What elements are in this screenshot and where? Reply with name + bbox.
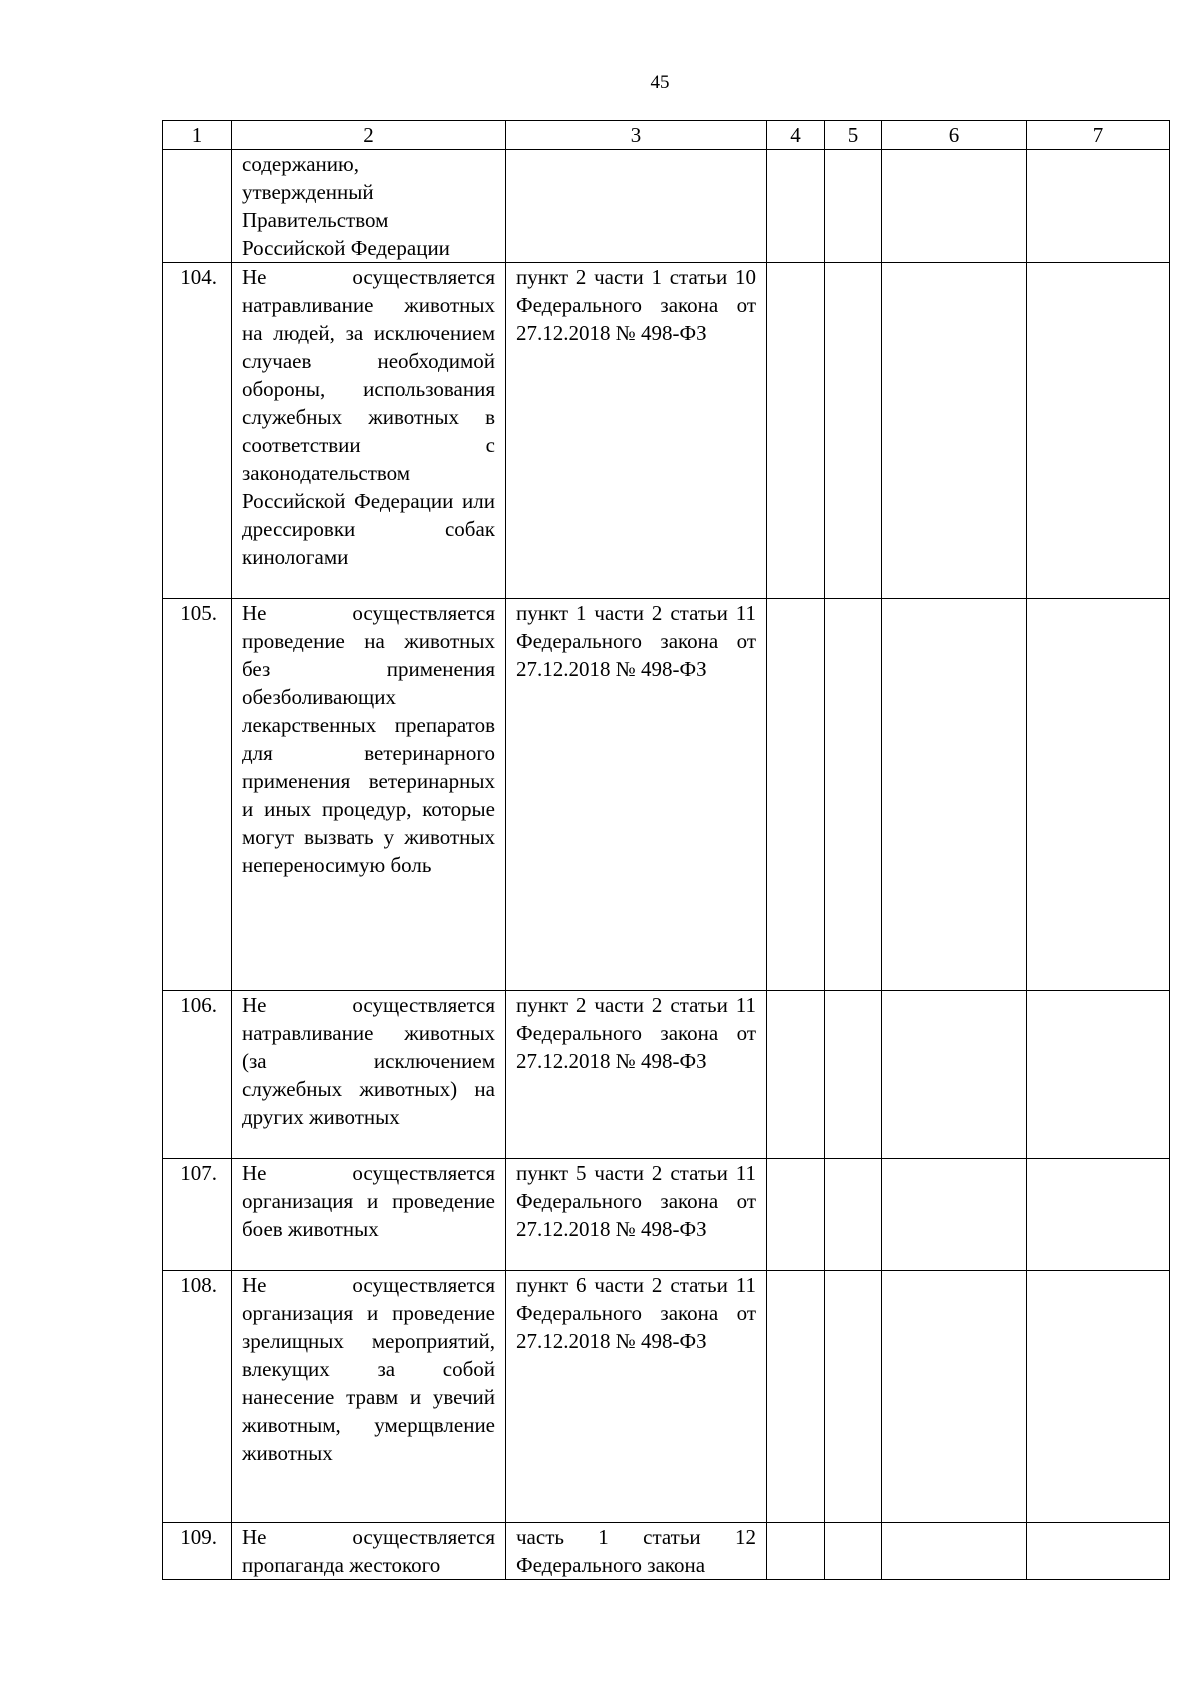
- reference-cell: пункт 5 части 2 статьи 11 Федерального закона от 27.12.2018 № 498-ФЗ: [506, 1159, 767, 1271]
- checklist-table: [162, 120, 1170, 1580]
- column-header: 3: [506, 121, 767, 150]
- empty-cell: [825, 150, 882, 263]
- row-number: 107.: [163, 1159, 232, 1271]
- row-number: 104.: [163, 263, 232, 599]
- requirement-cell: Не осуществляется организация и проведение боев животных: [232, 1159, 506, 1271]
- empty-cell: [882, 1523, 1027, 1580]
- requirement-cell: Не осуществляется натравливание животных на людей, за исключением случаев необходимой обороны, использования служебных животных в соответствии с законодательством Российской Федерации или дрессировки собак кинологами: [232, 263, 506, 599]
- empty-cell: [825, 1523, 882, 1580]
- reference-cell: [506, 150, 767, 263]
- empty-cell: [1027, 1271, 1170, 1523]
- reference-cell: пункт 2 части 2 статьи 11 Федерального закона от 27.12.2018 № 498-ФЗ: [506, 991, 767, 1159]
- row-number: [163, 150, 232, 263]
- row-number: 108.: [163, 1271, 232, 1523]
- empty-cell: [882, 991, 1027, 1159]
- empty-cell: [825, 1159, 882, 1271]
- requirement-cell: содержанию, утвержденный Правительством Российской Федерации: [232, 150, 506, 263]
- requirement-cell: Не осуществляется организация и проведение зрелищных мероприятий, влекущих за собой нанесение травм и увечий животным, умерщвление животных: [232, 1271, 506, 1523]
- empty-cell: [882, 1271, 1027, 1523]
- table-row: [163, 1271, 1170, 1523]
- column-header: 1: [163, 121, 232, 150]
- empty-cell: [767, 991, 825, 1159]
- requirement-cell: Не осуществляется проведение на животных без применения обезболивающих лекарственных препаратов для ветеринарного применения ветеринарных и иных процедур, которые могут вызвать у животных непереносимую боль: [232, 599, 506, 991]
- row-number: 105.: [163, 599, 232, 991]
- empty-cell: [1027, 263, 1170, 599]
- empty-cell: [767, 263, 825, 599]
- column-header: 6: [882, 121, 1027, 150]
- table-row: [163, 1159, 1170, 1271]
- table-row: [163, 1523, 1170, 1580]
- empty-cell: [1027, 991, 1170, 1159]
- reference-cell: часть 1 статьи 12 Федерального закона: [506, 1523, 767, 1580]
- table-header-row: [163, 121, 1170, 150]
- page-number: 45: [650, 72, 670, 93]
- reference-cell: пункт 1 части 2 статьи 11 Федерального закона от 27.12.2018 № 498-ФЗ: [506, 599, 767, 991]
- empty-cell: [1027, 1159, 1170, 1271]
- empty-cell: [882, 599, 1027, 991]
- empty-cell: [825, 599, 882, 991]
- empty-cell: [1027, 1523, 1170, 1580]
- requirement-cell: Не осуществляется натравливание животных (за исключением служебных животных) на других животных: [232, 991, 506, 1159]
- empty-cell: [767, 150, 825, 263]
- empty-cell: [882, 150, 1027, 263]
- row-number: 106.: [163, 991, 232, 1159]
- column-header: 4: [767, 121, 825, 150]
- requirement-cell: Не осуществляется пропаганда жестокого: [232, 1523, 506, 1580]
- empty-cell: [825, 991, 882, 1159]
- empty-cell: [767, 1523, 825, 1580]
- column-header: 7: [1027, 121, 1170, 150]
- empty-cell: [1027, 150, 1170, 263]
- table-row: [163, 150, 1170, 263]
- empty-cell: [767, 1271, 825, 1523]
- table-row: [163, 991, 1170, 1159]
- reference-cell: пункт 6 части 2 статьи 11 Федерального закона от 27.12.2018 № 498-ФЗ: [506, 1271, 767, 1523]
- column-header: 5: [825, 121, 882, 150]
- row-number: 109.: [163, 1523, 232, 1580]
- empty-cell: [882, 263, 1027, 599]
- empty-cell: [882, 1159, 1027, 1271]
- table-row: [163, 599, 1170, 991]
- empty-cell: [1027, 599, 1170, 991]
- empty-cell: [767, 1159, 825, 1271]
- empty-cell: [825, 263, 882, 599]
- empty-cell: [767, 599, 825, 991]
- column-header: 2: [232, 121, 506, 150]
- reference-cell: пункт 2 части 1 статьи 10 Федерального закона от 27.12.2018 № 498-ФЗ: [506, 263, 767, 599]
- table-row: [163, 263, 1170, 599]
- empty-cell: [825, 1271, 882, 1523]
